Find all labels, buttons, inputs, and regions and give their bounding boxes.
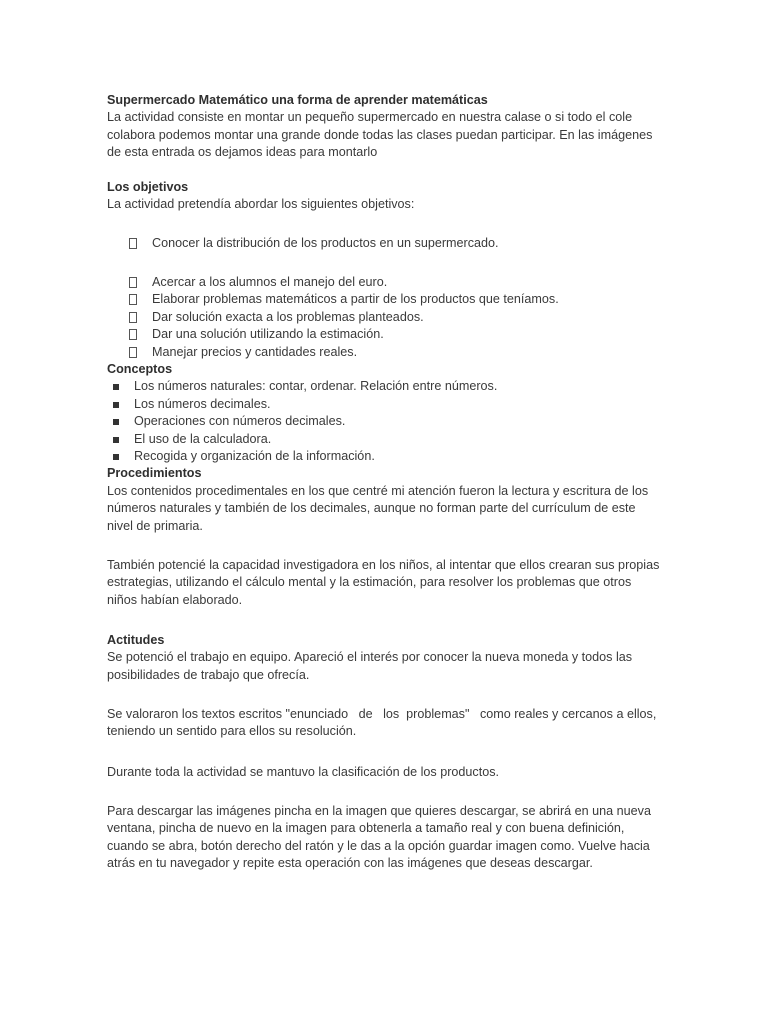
paragraph-line: atrás en tu navegador y repite esta operación con las imágenes que deseas descargar. (107, 856, 593, 871)
list-item-text: Dar solución exacta a los problemas planteados. (152, 309, 424, 324)
download-instructions (107, 803, 667, 873)
list-item (107, 235, 667, 252)
list-item-text: El uso de la calculadora. (134, 431, 272, 446)
conceptos-list (107, 378, 667, 465)
objetivos-lead: La actividad pretendía abordar los siguientes objetivos: (107, 197, 415, 212)
missing-glyph-bullet-icon (129, 312, 137, 323)
missing-glyph-bullet-icon (129, 238, 137, 249)
square-bullet-icon (113, 419, 119, 425)
intro-section (107, 92, 667, 162)
square-bullet-icon (113, 402, 119, 408)
list-item-text: Manejar precios y cantidades reales. (152, 344, 358, 359)
document-title: Supermercado Matemático una forma de aprender matemáticas (107, 93, 488, 107)
paragraph-line: Para descargar las imágenes pincha en la imagen que quieres descargar, se abrirá en una nueva (107, 804, 651, 818)
actitudes-section (107, 632, 667, 684)
list-item (107, 291, 667, 308)
paragraph-line: cuando se abra, botón derecho del ratón y le das a la opción guardar imagen como. Vuelve hacia (107, 838, 650, 853)
intro-line: colabora podemos montar una grande donde todas las clases puedan participar. En las imágenes (107, 127, 653, 142)
list-item-text: Los números naturales: contar, ordenar. Relación entre números. (134, 379, 498, 394)
missing-glyph-bullet-icon (129, 329, 137, 340)
objetivos-first-list (107, 235, 667, 252)
list-item (107, 344, 667, 361)
list-item (107, 431, 667, 448)
intro-line: La actividad consiste en montar un pequeño supermercado en nuestra calase o si todo el cole (107, 110, 633, 125)
paragraph-line: También potencié la capacidad investigadora en los niños, al intentar que ellos crearan sus propias (107, 558, 660, 572)
list-item (107, 378, 667, 395)
square-bullet-icon (113, 454, 119, 460)
square-bullet-icon (113, 384, 119, 390)
square-bullet-icon (113, 437, 119, 443)
missing-glyph-bullet-icon (129, 294, 137, 305)
paragraph-line: niños habían elaborado. (107, 592, 243, 607)
paragraph-line: números naturales y también de los decimales, aunque no forman parte del currículum de este (107, 501, 636, 516)
objetivos-section (107, 179, 667, 214)
conceptos-section (107, 361, 667, 535)
actitudes-paragraph-3 (107, 764, 667, 781)
list-item-text: Los números decimales. (134, 396, 271, 411)
paragraph-line: Se valoraron los textos escritos "enunciado de los problemas" como reales y cercanos a ellos, (107, 707, 657, 721)
objetivos-list (107, 274, 667, 361)
list-item-text: Recogida y organización de la información. (134, 448, 375, 463)
actitudes-paragraph-2 (107, 706, 667, 741)
procedimientos-paragraph-2 (107, 557, 667, 609)
list-item-text: Conocer la distribución de los productos en un supermercado. (152, 236, 499, 250)
list-item-text: Acercar a los alumnos el manejo del euro. (152, 275, 388, 289)
paragraph-line: teniendo un sentido para ellos su resolución. (107, 724, 357, 739)
list-item (107, 326, 667, 343)
list-item (107, 309, 667, 326)
actitudes-heading: Actitudes (107, 633, 165, 647)
missing-glyph-bullet-icon (129, 347, 137, 358)
paragraph-line: nivel de primaria. (107, 518, 203, 533)
paragraph-line: posibilidades de trabajo que ofrecía. (107, 667, 310, 682)
paragraph-line: estrategias, utilizando el cálculo mental y la estimación, para resolver los problemas que otros (107, 575, 632, 590)
list-item (107, 396, 667, 413)
intro-line: de esta entrada os dejamos ideas para montarlo (107, 145, 378, 160)
paragraph-line: Se potenció el trabajo en equipo. Apareció el interés por conocer la nueva moneda y todos las (107, 650, 633, 665)
paragraph-line: Durante toda la actividad se mantuvo la clasificación de los productos. (107, 765, 500, 779)
procedimientos-heading: Procedimientos (107, 466, 202, 481)
paragraph-line: Los contenidos procedimentales en los que centré mi atención fueron la lectura y escritura de los (107, 483, 649, 498)
conceptos-heading: Conceptos (107, 362, 173, 376)
list-item (107, 274, 667, 291)
paragraph-line: ventana, pincha de nuevo en la imagen para obtenerla a tamaño real y con buena definición, (107, 821, 625, 836)
list-item (107, 448, 667, 465)
list-item (107, 413, 667, 430)
objetivos-heading: Los objetivos (107, 180, 189, 194)
list-item-text: Operaciones con números decimales. (134, 414, 346, 429)
list-item-text: Dar una solución utilizando la estimación. (152, 327, 384, 342)
list-item-text: Elaborar problemas matemáticos a partir de los productos que teníamos. (152, 292, 559, 307)
missing-glyph-bullet-icon (129, 277, 137, 288)
